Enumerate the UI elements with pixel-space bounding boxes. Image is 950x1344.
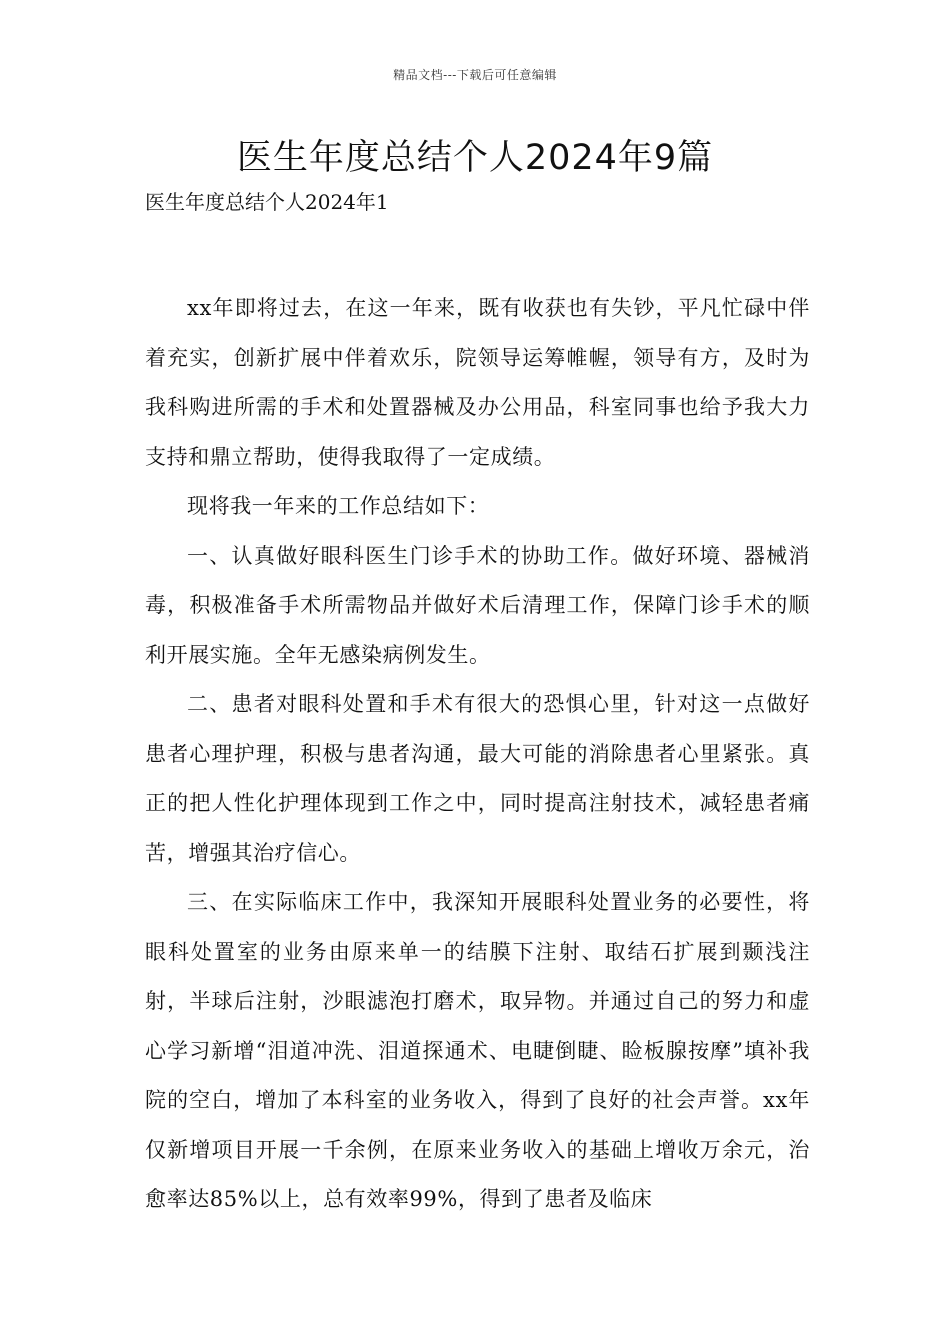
paragraph-item-2: 二、患者对眼科处置和手术有很大的恐惧心里，针对这一点做好患者心理护理，积极与患者沟通，最大可能的消除患者心里紧张。真正的把人性化护理体现到工作之中，同时提高注射技术，减轻患者痛苦，增强其治疗信心。 bbox=[145, 692, 810, 865]
paragraph-summary-lead: 现将我一年来的工作总结如下： bbox=[187, 494, 490, 518]
paragraph-item-1: 一、认真做好眼科医生门诊手术的协助工作。做好环境、器械消毒，积极准备手术所需物品并做好术后清理工作，保障门诊手术的顺利开展实施。全年无感染病例发生。 bbox=[145, 543, 810, 667]
document-body bbox=[145, 284, 810, 1225]
document-title: 医生年度总结个人2024年9篇 bbox=[236, 138, 714, 178]
paragraph-intro: xx年即将过去，在这一年来，既有收获也有失钞，平凡忙碌中伴着充实，创新扩展中伴着欢乐，院领导运筹帷幄，领导有方，及时为我科购进所需的手术和处置器械及办公用品，科室同事也给予我大力支持和鼎立帮助，使得我取得了一定成绩。 bbox=[145, 296, 810, 469]
document-subtitle: 医生年度总结个人2024年1 bbox=[145, 190, 389, 214]
paragraph-item-3: 三、在实际临床工作中，我深知开展眼科处置业务的必要性，将眼科处置室的业务由原来单一的结膜下注射、取结石扩展到颞浅注射，半球后注射，沙眼滤泡打磨术，取异物。并通过自己的努力和虚心学习新增“泪道冲洗、泪道探通术、电睫倒睫、睑板腺按摩”填补我院的空白，增加了本科室的业务收入，得到了良好的社会声誉。xx年仅新增项目开展一千余例，在原来业务收入的基础上增收万余元，治愈率达85%以上，总有效率99%，得到了患者及临床 bbox=[145, 890, 810, 1211]
header-note: 精品文档---下载后可任意编辑 bbox=[393, 68, 557, 82]
